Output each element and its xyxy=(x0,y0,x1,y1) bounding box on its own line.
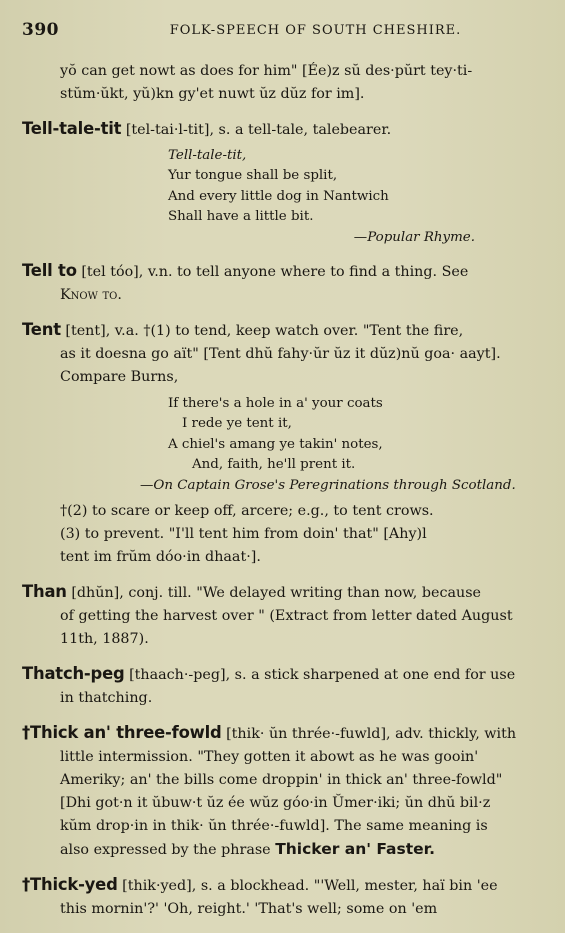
definition: [dhŭn], conj. till. "We delayed writing than now, because xyxy=(71,585,481,602)
definition: [thik· ŭn thrée·-fuwld], adv. thickly, with xyxy=(226,726,517,743)
cross-reference: Know to. xyxy=(60,287,122,304)
verse-source: —On Captain Grose's Peregrinations through Scotland. xyxy=(140,477,516,493)
headword: Thatch-peg xyxy=(22,664,125,684)
text-line: this mornin'?' 'Oh, reight.' 'That's well; some on 'em xyxy=(60,901,438,918)
text-line: of getting the harvest over " (Extract from letter dated August xyxy=(60,608,513,625)
verse-line: And every little dog in Nantwich xyxy=(168,188,389,204)
entry-than xyxy=(22,580,545,651)
text-line: in thatching. xyxy=(60,690,153,707)
verse-line: A chiel's amang ye takin' notes, xyxy=(168,436,383,452)
headword: Tent xyxy=(22,320,61,340)
text-line: yŏ can get nowt as does for him" [Ée)z sŭ des·pŭrt tey·ti- xyxy=(60,63,473,79)
entry-thatch-peg xyxy=(22,662,545,710)
verse-line: Tell-tale-tit, xyxy=(168,148,247,163)
running-title: FOLK-SPEECH OF SOUTH CHESHIRE. xyxy=(169,23,462,38)
text-line: [Dhi got·n it ŭbuw·t ŭz ée wŭz góo·in Ŭmer·iki; ŭn dhŭ bil·z xyxy=(60,795,491,812)
page-body xyxy=(22,60,545,921)
verse-line: Shall have a little bit. xyxy=(168,209,314,225)
headword: †Thick-yed xyxy=(22,875,118,895)
text-line: kŭm drop·in in thik· ŭn thrée·-fuwld]. The same meaning is xyxy=(60,818,488,835)
definition: [tel tóo], v.n. to tell anyone where to find a thing. See xyxy=(81,264,469,281)
text-line: 11th, 1887). xyxy=(60,631,149,648)
text-line: Ameriky; an' the bills come droppin' in thick an' three-fowld" xyxy=(60,772,503,789)
entry-thick-an-three-fowld xyxy=(22,721,545,862)
text-line: stŭm·ŭkt, yŭ)kn gy'et nuwt ŭz dŭz for im]. xyxy=(60,86,365,102)
page-number: 390 xyxy=(22,20,59,40)
sense-2: †(2) to scare or keep off, arcere; e.g., to tent crows. xyxy=(60,503,434,520)
entry-thick-yed xyxy=(22,873,545,921)
verse-source: —Popular Rhyme. xyxy=(353,229,475,245)
text-line: little intermission. "They gotten it abowt as he was gooin' xyxy=(60,749,479,766)
verse-line: And, faith, he'll prent it. xyxy=(192,457,356,473)
continued-text xyxy=(22,60,545,106)
entry-tell-tale-tit xyxy=(22,117,545,248)
definition: [thik·yed], s. a blockhead. "'Well, mester, haï bin 'ee xyxy=(122,878,498,895)
verse-line: If there's a hole in a' your coats xyxy=(168,396,383,412)
verse-line: Yur tongue shall be split, xyxy=(168,168,338,184)
text-line: tent im frŭm dóo·in dhaat·]. xyxy=(60,549,261,566)
text-line: Compare Burns, xyxy=(60,369,179,386)
headword: Than xyxy=(22,582,67,602)
text-line: as it doesna go aït" [Tent dhŭ fahy·ŭr ŭz it dŭz)nŭ goa· aayt]. xyxy=(60,346,501,363)
text-line: also expressed by the phrase xyxy=(60,842,271,859)
entry-tent xyxy=(22,318,545,569)
cross-reference: Thicker an' Faster. xyxy=(275,840,435,859)
verse-line: I rede ye tent it, xyxy=(182,416,292,432)
running-header xyxy=(22,20,539,42)
verse-quotation xyxy=(22,394,545,496)
sense-3: (3) to prevent. "I'll tent him from doin' that" [Ahy)l xyxy=(60,526,427,543)
definition: [tel-tai·l-tit], s. a tell-tale, talebearer. xyxy=(125,122,392,138)
entry-tell-to xyxy=(22,259,545,307)
verse-quotation xyxy=(22,146,545,248)
headword: †Thick an' three-fowld xyxy=(22,723,222,743)
definition: [thaach·-peg], s. a stick sharpened at one end for use xyxy=(129,667,516,684)
headword: Tell-tale-tit xyxy=(22,119,122,138)
definition: [tent], v.a. †(1) to tend, keep watch over. "Tent the fire, xyxy=(65,323,464,340)
headword: Tell to xyxy=(22,261,77,281)
